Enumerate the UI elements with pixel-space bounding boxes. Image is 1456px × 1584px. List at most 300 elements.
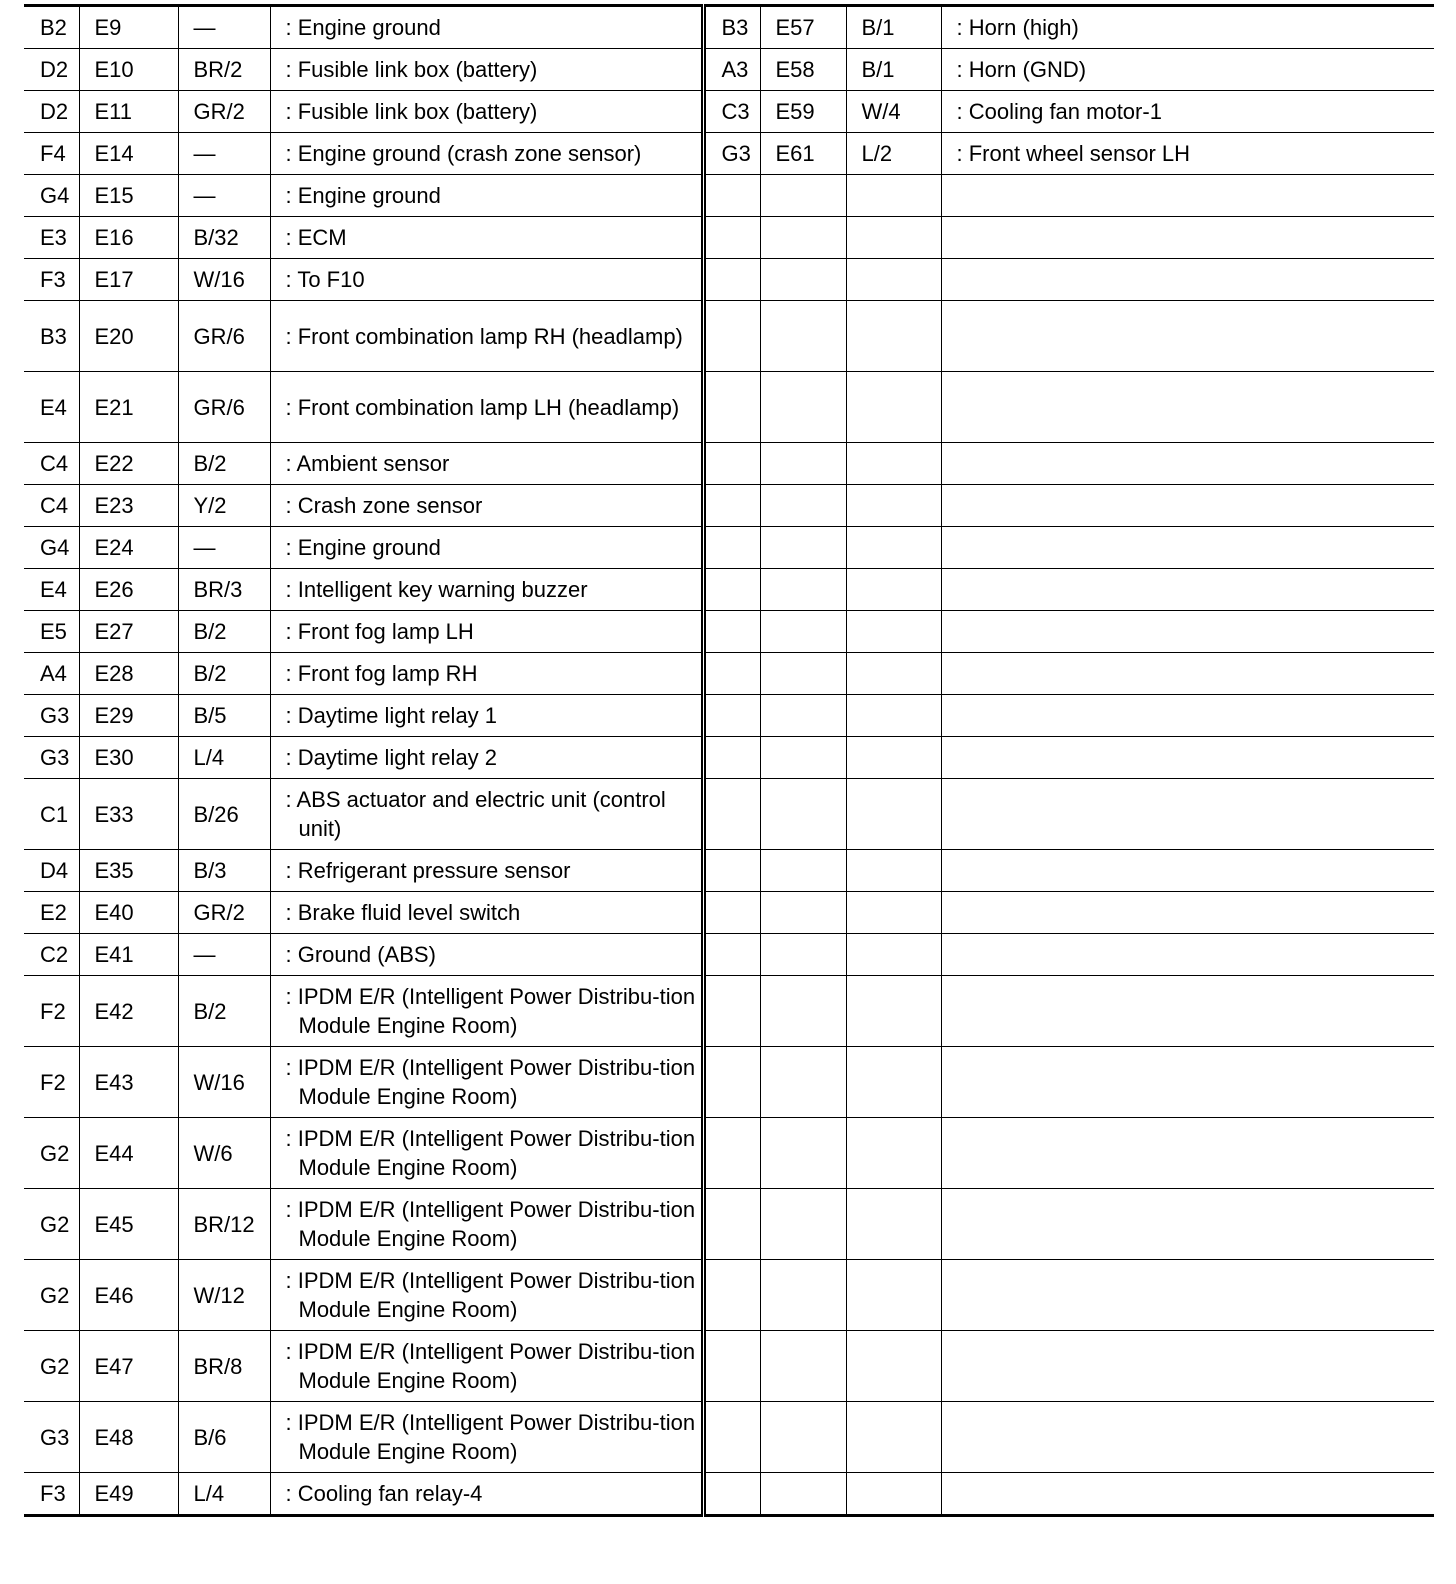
left-wire-spec-cell bbox=[178, 850, 270, 892]
table-row bbox=[24, 737, 1434, 779]
left-grid-ref-cell bbox=[24, 976, 79, 1047]
right-wire-spec-cell bbox=[846, 49, 941, 91]
left-connector-code: E9 bbox=[94, 15, 122, 40]
left-wire-spec-cell bbox=[178, 91, 270, 133]
right-connector-code-cell bbox=[760, 611, 846, 653]
right-connector-code-cell bbox=[760, 779, 846, 850]
right-connector-description: : Front wheel sensor LH bbox=[956, 141, 1191, 166]
table-row bbox=[24, 485, 1434, 527]
right-connector-code-cell bbox=[760, 1402, 846, 1473]
right-connector-code-cell bbox=[760, 695, 846, 737]
left-grid-ref-cell bbox=[24, 1047, 79, 1118]
left-connector-description: : Daytime light relay 2 bbox=[285, 745, 498, 770]
table-row bbox=[24, 892, 1434, 934]
left-wire-spec: B/2 bbox=[193, 451, 227, 476]
left-connector-description-cell bbox=[270, 892, 703, 934]
left-wire-spec: W/16 bbox=[193, 267, 245, 292]
left-grid-ref: G4 bbox=[40, 183, 70, 208]
right-wire-spec-cell bbox=[846, 527, 941, 569]
left-connector-code-cell bbox=[79, 301, 178, 372]
left-wire-spec-cell bbox=[178, 737, 270, 779]
left-wire-spec-cell bbox=[178, 976, 270, 1047]
right-connector-code-cell bbox=[760, 850, 846, 892]
table-row bbox=[24, 569, 1434, 611]
right-wire-spec-cell bbox=[846, 1118, 941, 1189]
left-wire-spec-cell bbox=[178, 1331, 270, 1402]
left-connector-code-cell bbox=[79, 653, 178, 695]
right-connector-description-cell bbox=[941, 217, 1434, 259]
left-connector-description-cell bbox=[270, 779, 703, 850]
left-connector-description: : Brake fluid level switch bbox=[285, 900, 521, 925]
right-connector-code-cell bbox=[760, 1473, 846, 1516]
right-wire-spec-cell bbox=[846, 569, 941, 611]
right-connector-description-cell bbox=[941, 1118, 1434, 1189]
right-connector-code-cell bbox=[760, 1260, 846, 1331]
right-connector-description-cell bbox=[941, 1189, 1434, 1260]
left-connector-description: : IPDM E/R (Intelligent Power Distribu-tion Module Engine Room) bbox=[285, 1197, 696, 1251]
left-connector-code-cell bbox=[79, 259, 178, 301]
right-wire-spec-cell bbox=[846, 653, 941, 695]
left-connector-code-cell bbox=[79, 1189, 178, 1260]
table-row bbox=[24, 133, 1434, 175]
left-wire-spec: — bbox=[193, 183, 216, 208]
left-connector-code: E10 bbox=[94, 57, 134, 82]
left-connector-description: : Refrigerant pressure sensor bbox=[285, 858, 571, 883]
left-grid-ref-cell bbox=[24, 443, 79, 485]
right-grid-ref-cell bbox=[703, 1473, 760, 1516]
right-wire-spec-cell bbox=[846, 976, 941, 1047]
left-connector-code-cell bbox=[79, 175, 178, 217]
left-connector-description: : IPDM E/R (Intelligent Power Distribu-tion Module Engine Room) bbox=[285, 1410, 696, 1464]
right-connector-code-cell bbox=[760, 6, 846, 49]
left-wire-spec: — bbox=[193, 141, 216, 166]
left-connector-code: E24 bbox=[94, 535, 134, 560]
left-grid-ref: C1 bbox=[40, 801, 69, 827]
right-connector-code-cell bbox=[760, 49, 846, 91]
left-connector-description: : IPDM E/R (Intelligent Power Distribu-tion Module Engine Room) bbox=[285, 1126, 696, 1180]
left-connector-code: E28 bbox=[94, 661, 134, 686]
right-connector-code-cell bbox=[760, 91, 846, 133]
left-grid-ref: E3 bbox=[40, 225, 67, 250]
left-grid-ref: B3 bbox=[40, 323, 67, 349]
left-wire-spec: W/6 bbox=[193, 1140, 233, 1166]
left-connector-code-cell bbox=[79, 6, 178, 49]
left-connector-code-cell bbox=[79, 569, 178, 611]
left-connector-code-cell bbox=[79, 1118, 178, 1189]
left-wire-spec: B/2 bbox=[193, 661, 227, 686]
right-grid-ref: C3 bbox=[721, 99, 750, 124]
right-connector-description-cell bbox=[941, 1047, 1434, 1118]
right-connector-code-cell bbox=[760, 133, 846, 175]
left-grid-ref-cell bbox=[24, 611, 79, 653]
left-connector-code: E17 bbox=[94, 267, 134, 292]
left-connector-code-cell bbox=[79, 737, 178, 779]
right-grid-ref-cell bbox=[703, 1402, 760, 1473]
right-connector-code-cell bbox=[760, 934, 846, 976]
right-wire-spec-cell bbox=[846, 934, 941, 976]
left-grid-ref: D2 bbox=[40, 57, 69, 82]
left-grid-ref: G4 bbox=[40, 535, 70, 560]
left-connector-code: E49 bbox=[94, 1481, 134, 1506]
right-wire-spec-cell bbox=[846, 1189, 941, 1260]
left-grid-ref: F2 bbox=[40, 998, 66, 1024]
left-connector-description-cell bbox=[270, 569, 703, 611]
right-grid-ref-cell bbox=[703, 934, 760, 976]
left-connector-code: E21 bbox=[94, 394, 134, 420]
right-grid-ref-cell bbox=[703, 695, 760, 737]
left-grid-ref-cell bbox=[24, 217, 79, 259]
left-connector-code-cell bbox=[79, 976, 178, 1047]
left-connector-description-cell bbox=[270, 1189, 703, 1260]
left-connector-description: : Ground (ABS) bbox=[285, 942, 436, 967]
left-connector-code-cell bbox=[79, 485, 178, 527]
left-wire-spec: — bbox=[193, 535, 216, 560]
left-grid-ref-cell bbox=[24, 1402, 79, 1473]
table-row bbox=[24, 934, 1434, 976]
right-grid-ref-cell bbox=[703, 175, 760, 217]
right-wire-spec-cell bbox=[846, 6, 941, 49]
right-connector-code-cell bbox=[760, 443, 846, 485]
left-connector-description: : Fusible link box (battery) bbox=[285, 57, 538, 82]
left-grid-ref-cell bbox=[24, 485, 79, 527]
left-connector-description-cell bbox=[270, 1118, 703, 1189]
left-connector-description-cell bbox=[270, 372, 703, 443]
table-row bbox=[24, 1473, 1434, 1516]
left-wire-spec-cell bbox=[178, 217, 270, 259]
right-connector-description-cell bbox=[941, 527, 1434, 569]
right-connector-description-cell bbox=[941, 6, 1434, 49]
left-wire-spec-cell bbox=[178, 1402, 270, 1473]
left-connector-description: : Crash zone sensor bbox=[285, 493, 483, 518]
right-connector-description-cell bbox=[941, 1473, 1434, 1516]
right-grid-ref-cell bbox=[703, 779, 760, 850]
left-wire-spec-cell bbox=[178, 934, 270, 976]
right-connector-description-cell bbox=[941, 1260, 1434, 1331]
left-connector-code-cell bbox=[79, 611, 178, 653]
left-connector-code: E20 bbox=[94, 323, 134, 349]
table-row bbox=[24, 695, 1434, 737]
table-row bbox=[24, 1402, 1434, 1473]
right-connector-code: E61 bbox=[775, 141, 815, 166]
table-row bbox=[24, 301, 1434, 372]
left-connector-code-cell bbox=[79, 49, 178, 91]
table-row bbox=[24, 1047, 1434, 1118]
right-connector-code-cell bbox=[760, 527, 846, 569]
left-wire-spec: GR/6 bbox=[193, 394, 245, 420]
right-wire-spec-cell bbox=[846, 892, 941, 934]
left-connector-description-cell bbox=[270, 485, 703, 527]
right-connector-description-cell bbox=[941, 695, 1434, 737]
right-connector-description-cell bbox=[941, 779, 1434, 850]
right-grid-ref-cell bbox=[703, 1260, 760, 1331]
left-grid-ref: F3 bbox=[40, 1481, 66, 1506]
right-grid-ref-cell bbox=[703, 653, 760, 695]
left-wire-spec-cell bbox=[178, 611, 270, 653]
left-grid-ref: D4 bbox=[40, 858, 69, 883]
left-grid-ref: F2 bbox=[40, 1069, 66, 1095]
right-connector-description-cell bbox=[941, 934, 1434, 976]
left-wire-spec: BR/12 bbox=[193, 1211, 255, 1237]
left-grid-ref-cell bbox=[24, 133, 79, 175]
left-grid-ref: F4 bbox=[40, 141, 66, 166]
left-wire-spec: L/4 bbox=[193, 745, 225, 770]
right-connector-description-cell bbox=[941, 485, 1434, 527]
left-grid-ref: C4 bbox=[40, 451, 69, 476]
left-grid-ref: E2 bbox=[40, 900, 67, 925]
left-connector-code: E45 bbox=[94, 1211, 134, 1237]
left-connector-code: E33 bbox=[94, 801, 134, 827]
table-row bbox=[24, 527, 1434, 569]
left-connector-code: E43 bbox=[94, 1069, 134, 1095]
left-wire-spec: W/16 bbox=[193, 1069, 245, 1095]
right-grid-ref-cell bbox=[703, 485, 760, 527]
left-connector-code: E14 bbox=[94, 141, 134, 166]
left-wire-spec-cell bbox=[178, 301, 270, 372]
right-wire-spec-cell bbox=[846, 175, 941, 217]
left-connector-description-cell bbox=[270, 6, 703, 49]
left-connector-description: : Engine ground (crash zone sensor) bbox=[285, 141, 642, 166]
left-connector-description-cell bbox=[270, 653, 703, 695]
right-wire-spec-cell bbox=[846, 372, 941, 443]
right-grid-ref: A3 bbox=[721, 57, 749, 82]
left-connector-code: E15 bbox=[94, 183, 134, 208]
left-connector-code: E16 bbox=[94, 225, 134, 250]
right-wire-spec-cell bbox=[846, 133, 941, 175]
right-wire-spec-cell bbox=[846, 850, 941, 892]
right-connector-code-cell bbox=[760, 569, 846, 611]
left-connector-code-cell bbox=[79, 91, 178, 133]
left-connector-description-cell bbox=[270, 976, 703, 1047]
right-wire-spec-cell bbox=[846, 485, 941, 527]
left-connector-description-cell bbox=[270, 850, 703, 892]
table-row bbox=[24, 1189, 1434, 1260]
left-connector-code-cell bbox=[79, 1473, 178, 1516]
right-connector-code-cell bbox=[760, 976, 846, 1047]
table-row bbox=[24, 1260, 1434, 1331]
right-connector-code: E57 bbox=[775, 15, 815, 40]
left-connector-code-cell bbox=[79, 850, 178, 892]
right-connector-code-cell bbox=[760, 1118, 846, 1189]
right-wire-spec-cell bbox=[846, 1331, 941, 1402]
left-connector-description: : Engine ground bbox=[285, 183, 441, 208]
right-grid-ref-cell bbox=[703, 1331, 760, 1402]
left-grid-ref-cell bbox=[24, 49, 79, 91]
left-connector-description-cell bbox=[270, 527, 703, 569]
left-grid-ref-cell bbox=[24, 6, 79, 49]
table-row bbox=[24, 1118, 1434, 1189]
left-wire-spec-cell bbox=[178, 372, 270, 443]
right-grid-ref-cell bbox=[703, 527, 760, 569]
left-grid-ref: D2 bbox=[40, 99, 69, 124]
right-wire-spec-cell bbox=[846, 779, 941, 850]
left-connector-code-cell bbox=[79, 1402, 178, 1473]
right-connector-code-cell bbox=[760, 1189, 846, 1260]
left-connector-code: E29 bbox=[94, 703, 134, 728]
right-grid-ref-cell bbox=[703, 49, 760, 91]
left-connector-code-cell bbox=[79, 133, 178, 175]
left-connector-description: : Fusible link box (battery) bbox=[285, 99, 538, 124]
left-grid-ref-cell bbox=[24, 1331, 79, 1402]
right-wire-spec-cell bbox=[846, 217, 941, 259]
left-connector-description: : ECM bbox=[285, 225, 347, 250]
right-connector-description-cell bbox=[941, 892, 1434, 934]
right-grid-ref-cell bbox=[703, 976, 760, 1047]
left-connector-description-cell bbox=[270, 695, 703, 737]
right-wire-spec-cell bbox=[846, 301, 941, 372]
left-connector-description: : Cooling fan relay-4 bbox=[285, 1481, 483, 1506]
left-connector-code-cell bbox=[79, 527, 178, 569]
left-wire-spec: B/5 bbox=[193, 703, 227, 728]
left-grid-ref: B2 bbox=[40, 15, 67, 40]
right-connector-code-cell bbox=[760, 175, 846, 217]
left-connector-code: E35 bbox=[94, 858, 134, 883]
left-wire-spec: B/2 bbox=[193, 998, 227, 1024]
right-connector-description-cell bbox=[941, 569, 1434, 611]
left-grid-ref-cell bbox=[24, 892, 79, 934]
left-connector-description: : Engine ground bbox=[285, 535, 441, 560]
left-wire-spec-cell bbox=[178, 133, 270, 175]
right-wire-spec: W/4 bbox=[861, 99, 901, 124]
left-grid-ref-cell bbox=[24, 1473, 79, 1516]
left-connector-code: E41 bbox=[94, 942, 134, 967]
left-connector-description-cell bbox=[270, 443, 703, 485]
right-connector-code-cell bbox=[760, 301, 846, 372]
left-wire-spec: B/32 bbox=[193, 225, 239, 250]
right-connector-description-cell bbox=[941, 443, 1434, 485]
right-grid-ref-cell bbox=[703, 1118, 760, 1189]
right-grid-ref-cell bbox=[703, 611, 760, 653]
left-grid-ref: G3 bbox=[40, 1424, 70, 1450]
left-wire-spec: GR/6 bbox=[193, 323, 245, 349]
left-connector-code: E44 bbox=[94, 1140, 134, 1166]
left-wire-spec: — bbox=[193, 15, 216, 40]
left-connector-description: : IPDM E/R (Intelligent Power Distribu-tion Module Engine Room) bbox=[285, 1268, 696, 1322]
left-wire-spec: W/12 bbox=[193, 1282, 245, 1308]
left-wire-spec: Y/2 bbox=[193, 493, 227, 518]
right-wire-spec-cell bbox=[846, 695, 941, 737]
left-grid-ref-cell bbox=[24, 1118, 79, 1189]
right-connector-code-cell bbox=[760, 217, 846, 259]
right-grid-ref-cell bbox=[703, 892, 760, 934]
left-connector-description-cell bbox=[270, 1402, 703, 1473]
table-row bbox=[24, 443, 1434, 485]
table-row bbox=[24, 91, 1434, 133]
left-wire-spec: GR/2 bbox=[193, 900, 245, 925]
left-connector-description-cell bbox=[270, 1260, 703, 1331]
left-wire-spec-cell bbox=[178, 175, 270, 217]
left-connector-description-cell bbox=[270, 611, 703, 653]
left-wire-spec: B/26 bbox=[193, 801, 239, 827]
right-connector-code-cell bbox=[760, 737, 846, 779]
right-grid-ref: B3 bbox=[721, 15, 749, 40]
right-grid-ref-cell bbox=[703, 133, 760, 175]
right-grid-ref-cell bbox=[703, 301, 760, 372]
left-grid-ref: C4 bbox=[40, 493, 69, 518]
left-grid-ref: G2 bbox=[40, 1140, 70, 1166]
left-wire-spec-cell bbox=[178, 485, 270, 527]
right-connector-description: : Cooling fan motor-1 bbox=[956, 99, 1162, 124]
left-wire-spec-cell bbox=[178, 1189, 270, 1260]
right-connector-description-cell bbox=[941, 737, 1434, 779]
left-wire-spec-cell bbox=[178, 779, 270, 850]
right-connector-description: : Horn (high) bbox=[956, 15, 1079, 40]
right-wire-spec-cell bbox=[846, 611, 941, 653]
left-connector-description: : IPDM E/R (Intelligent Power Distribu-tion Module Engine Room) bbox=[285, 1055, 696, 1109]
table-row bbox=[24, 1331, 1434, 1402]
table-row bbox=[24, 653, 1434, 695]
left-grid-ref-cell bbox=[24, 175, 79, 217]
left-grid-ref-cell bbox=[24, 259, 79, 301]
left-connector-code: E23 bbox=[94, 493, 134, 518]
right-grid-ref-cell bbox=[703, 569, 760, 611]
table-row bbox=[24, 217, 1434, 259]
table-row bbox=[24, 850, 1434, 892]
left-connector-description-cell bbox=[270, 934, 703, 976]
table-row bbox=[24, 372, 1434, 443]
left-wire-spec: BR/3 bbox=[193, 577, 243, 602]
left-connector-code: E48 bbox=[94, 1424, 134, 1450]
left-connector-description: : ABS actuator and electric unit (control unit) bbox=[285, 787, 666, 841]
left-grid-ref: G2 bbox=[40, 1282, 70, 1308]
left-connector-code-cell bbox=[79, 217, 178, 259]
left-connector-description: : IPDM E/R (Intelligent Power Distribu-tion Module Engine Room) bbox=[285, 1339, 696, 1393]
left-grid-ref-cell bbox=[24, 372, 79, 443]
right-connector-description: : Horn (GND) bbox=[956, 57, 1087, 82]
left-wire-spec-cell bbox=[178, 1118, 270, 1189]
right-grid-ref-cell bbox=[703, 91, 760, 133]
table-row bbox=[24, 779, 1434, 850]
left-grid-ref-cell bbox=[24, 527, 79, 569]
left-connector-code-cell bbox=[79, 695, 178, 737]
left-wire-spec-cell bbox=[178, 443, 270, 485]
left-wire-spec: L/4 bbox=[193, 1481, 225, 1506]
left-connector-code-cell bbox=[79, 1331, 178, 1402]
right-connector-code-cell bbox=[760, 892, 846, 934]
left-connector-description: : IPDM E/R (Intelligent Power Distribu-tion Module Engine Room) bbox=[285, 984, 696, 1038]
left-connector-code: E46 bbox=[94, 1282, 134, 1308]
left-connector-description: : Intelligent key warning buzzer bbox=[285, 577, 588, 602]
left-connector-description-cell bbox=[270, 217, 703, 259]
left-connector-description: : Front fog lamp LH bbox=[285, 619, 474, 644]
left-wire-spec: GR/2 bbox=[193, 99, 245, 124]
left-wire-spec: B/6 bbox=[193, 1424, 227, 1450]
left-connector-description: : Front fog lamp RH bbox=[285, 661, 478, 686]
left-wire-spec-cell bbox=[178, 49, 270, 91]
left-grid-ref: G2 bbox=[40, 1353, 70, 1379]
right-wire-spec-cell bbox=[846, 259, 941, 301]
right-wire-spec: B/1 bbox=[861, 15, 895, 40]
table-row bbox=[24, 49, 1434, 91]
right-wire-spec-cell bbox=[846, 443, 941, 485]
table-row bbox=[24, 259, 1434, 301]
table-row bbox=[24, 175, 1434, 217]
left-wire-spec-cell bbox=[178, 527, 270, 569]
right-connector-description-cell bbox=[941, 611, 1434, 653]
left-grid-ref-cell bbox=[24, 695, 79, 737]
right-wire-spec-cell bbox=[846, 1047, 941, 1118]
left-connector-description: : Front combination lamp RH (headlamp) bbox=[285, 323, 683, 349]
left-connector-code-cell bbox=[79, 1047, 178, 1118]
left-connector-code-cell bbox=[79, 443, 178, 485]
left-connector-description: : Daytime light relay 1 bbox=[285, 703, 498, 728]
left-connector-code-cell bbox=[79, 1260, 178, 1331]
right-connector-description-cell bbox=[941, 850, 1434, 892]
right-connector-description-cell bbox=[941, 91, 1434, 133]
right-connector-description-cell bbox=[941, 653, 1434, 695]
left-wire-spec-cell bbox=[178, 6, 270, 49]
left-grid-ref-cell bbox=[24, 1260, 79, 1331]
left-wire-spec: B/3 bbox=[193, 858, 227, 883]
